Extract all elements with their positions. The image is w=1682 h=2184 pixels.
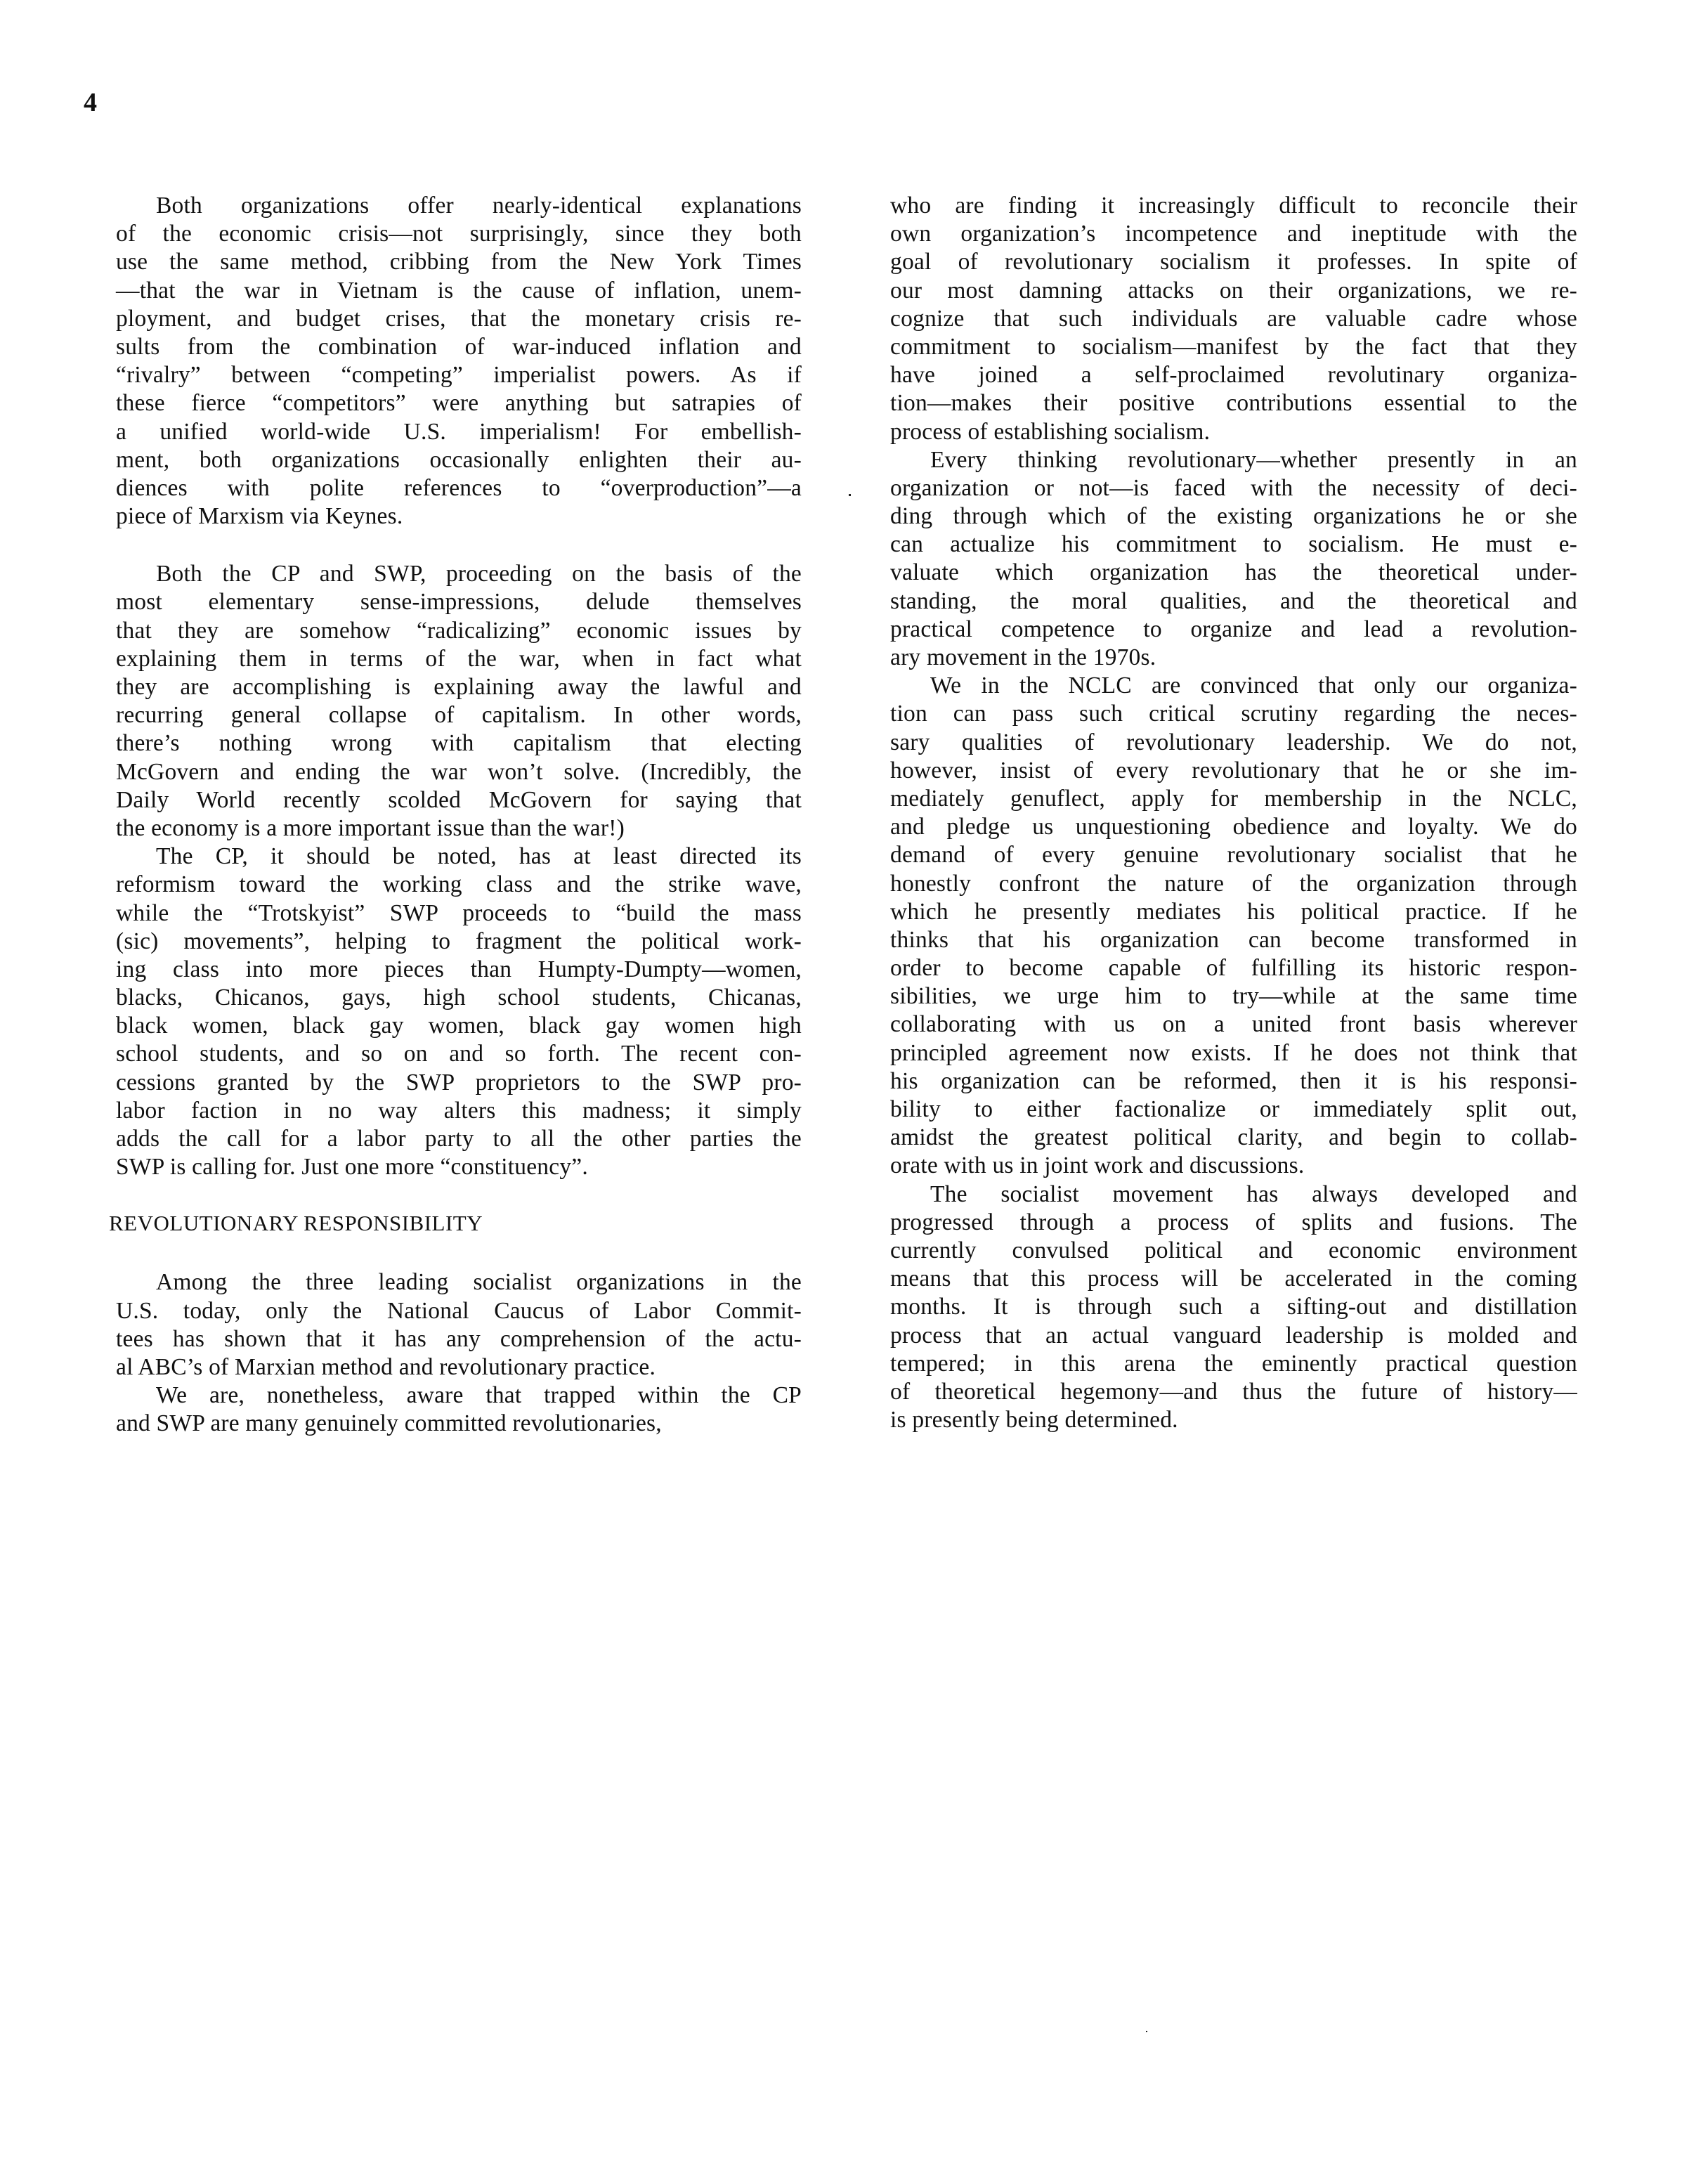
text-line: sary qualities of revolutionary leadership. We do not,	[890, 729, 1577, 755]
text-line: commitment to socialism—manifest by the fact that they	[890, 333, 1577, 360]
text-line: school students, and so on and so forth. The recent con-	[116, 1041, 802, 1067]
scan-speck	[1146, 2031, 1147, 2032]
text-line: there’s nothing wrong with capitalism that electing	[116, 730, 802, 757]
text-line: Among the three leading socialist organizations in the	[156, 1269, 802, 1296]
text-line: process of establishing socialism.	[890, 418, 1211, 445]
text-line: recurring general collapse of capitalism. In other words,	[116, 702, 802, 729]
text-line: blacks, Chicanos, gays, high school students, Chicanas,	[116, 984, 802, 1011]
text-line: The CP, it should be noted, has at least directed its	[156, 843, 802, 870]
text-line: ary movement in the 1970s.	[890, 644, 1156, 670]
page-number: 4	[84, 88, 97, 117]
text-line: order to become capable of fulfilling its historic respon-	[890, 955, 1577, 982]
text-line: diences with polite references to “overproduction”—a	[116, 474, 802, 501]
text-line: bility to either factionalize or immediately split out,	[890, 1096, 1577, 1122]
text-line: months. It is through such a sifting-out and distillation	[890, 1294, 1577, 1320]
text-line: process that an actual vanguard leadership is molded and	[890, 1322, 1577, 1348]
text-line: is presently being determined.	[890, 1407, 1178, 1434]
text-line: sibilities, we urge him to try—while at the same time	[890, 983, 1577, 1010]
text-line: while the “Trotskyist” SWP proceeds to “build the mass	[116, 899, 802, 926]
text-line: however, insist of every revolutionary that he or she im-	[890, 757, 1577, 784]
paragraph-spacer	[116, 1237, 802, 1268]
left-column	[109, 192, 802, 1438]
text-line: own organization’s incompetence and ineptitude with the	[890, 221, 1577, 247]
paragraph-continued	[890, 192, 1577, 446]
text-line: collaborating with us on a united front basis wherever	[890, 1011, 1577, 1038]
text-line: and SWP are many genuinely committed revolutionaries,	[116, 1410, 662, 1437]
paragraph-spacer	[116, 531, 802, 560]
text-line: these fierce “competitors” were anything but satrapies of	[116, 390, 802, 417]
text-line: SWP is calling for. Just one more “constituency”.	[116, 1154, 588, 1181]
text-line: ding through which of the existing organizations he or she	[890, 503, 1577, 530]
right-column	[890, 192, 1577, 1434]
text-line: (sic) movements”, helping to fragment the political work-	[116, 928, 802, 954]
text-line: most elementary sense-impressions, delude themselves	[116, 589, 802, 616]
text-line: tees has shown that it has any comprehension of the actu-	[116, 1325, 802, 1352]
text-line: demand of every genuine revolutionary socialist that he	[890, 842, 1577, 869]
paragraph-cp-reformism	[116, 843, 802, 1181]
text-line: organization or not—is faced with the necessity of deci-	[890, 474, 1577, 501]
text-line: ing class into more pieces than Humpty-Dumpty—women,	[116, 956, 802, 982]
text-line: principled agreement now exists. If he does not think that	[890, 1039, 1577, 1066]
text-line: labor faction in no way alters this madness; it simply	[116, 1097, 802, 1124]
text-line: —that the war in Vietnam is the cause of inflation, unem-	[116, 277, 802, 304]
text-line: “rivalry” between “competing” imperialist powers. As if	[116, 362, 802, 389]
text-line: thinks that his organization can become transformed in	[890, 926, 1577, 953]
text-line: which he presently mediates his political practice. If he	[890, 898, 1577, 925]
text-line: We are, nonetheless, aware that trapped within the CP	[156, 1382, 802, 1409]
text-line: who are finding it increasingly difficult to reconcile their	[890, 193, 1577, 219]
text-line: U.S. today, only the National Caucus of Labor Commit-	[116, 1297, 802, 1324]
section-heading: REVOLUTIONARY RESPONSIBILITY	[109, 1211, 483, 1236]
text-line: use the same method, cribbing from the New York Times	[116, 249, 802, 275]
text-line: goal of revolutionary socialism it professes. In spite of	[890, 249, 1577, 275]
text-line: explaining them in terms of the war, when in fact what	[116, 645, 802, 672]
paragraph-every-thinking	[890, 446, 1577, 672]
text-line: al ABC’s of Marxian method and revolutionary practice.	[116, 1353, 656, 1380]
text-line: piece of Marxism via Keynes.	[116, 503, 403, 530]
text-line: mediately genuflect, apply for membership in the NCLC,	[890, 785, 1577, 812]
text-line: cessions granted by the SWP proprietors to the SWP pro-	[116, 1069, 802, 1096]
text-line: The socialist movement has always developed and	[930, 1181, 1577, 1207]
text-line: reformism toward the working class and the strike wave,	[116, 871, 802, 898]
text-line: our most damning attacks on their organizations, we re-	[890, 277, 1577, 304]
text-line: the economy is a more important issue than the war!)	[116, 814, 625, 841]
text-line: can actualize his commitment to socialism. He must e-	[890, 531, 1577, 558]
text-line: practical competence to organize and lead a revolution-	[890, 616, 1577, 642]
text-line: have joined a self-proclaimed revolutinary organiza-	[890, 362, 1577, 389]
text-line: progressed through a process of splits and fusions. The	[890, 1209, 1577, 1235]
text-line: they are accomplishing is explaining away the lawful and	[116, 674, 802, 700]
text-line: adds the call for a labor party to all the other parties the	[116, 1126, 802, 1152]
text-line: cognize that such individuals are valuable cadre whose	[890, 305, 1577, 332]
text-line: sults from the combination of war-induced inflation and	[116, 333, 802, 360]
text-line: Both the CP and SWP, proceeding on the basis of the	[156, 561, 802, 587]
text-line: Both organizations offer nearly-identical explanations	[156, 193, 802, 219]
scan-speck	[849, 494, 851, 496]
text-line: honestly confront the nature of the organization through	[890, 870, 1577, 897]
text-line: valuate which organization has the theoretical under-	[890, 559, 1577, 586]
text-line: a unified world-wide U.S. imperialism! For embellish-	[116, 418, 802, 445]
paragraph-spacer	[116, 1181, 802, 1209]
text-line: that they are somehow “radicalizing” economic issues by	[116, 617, 802, 644]
text-line: orate with us in joint work and discussions.	[890, 1152, 1305, 1179]
paragraph-socialist-movement	[890, 1181, 1577, 1435]
text-line: means that this process will be accelerated in the coming	[890, 1266, 1577, 1292]
text-line: We in the NCLC are convinced that only our organiza-	[930, 672, 1577, 699]
text-line: tion—makes their positive contributions essential to the	[890, 390, 1577, 417]
text-line: ployment, and budget crises, that the monetary crisis re-	[116, 305, 802, 332]
text-line: Daily World recently scolded McGovern for saying that	[116, 786, 802, 813]
text-line: standing, the moral qualities, and the theoretical and	[890, 587, 1577, 614]
text-line: and pledge us unquestioning obedience and loyalty. We do	[890, 814, 1577, 840]
text-line: McGovern and ending the war won’t solve. (Incredibly, the	[116, 758, 802, 785]
text-line: amidst the greatest political clarity, and begin to collab-	[890, 1124, 1577, 1151]
text-line: black women, black gay women, black gay women high	[116, 1013, 802, 1039]
paragraph-economic-crisis	[116, 192, 802, 531]
paragraph-cp-swp	[116, 560, 802, 843]
text-line: currently convulsed political and economic environment	[890, 1237, 1577, 1263]
text-line: of theoretical hegemony—and thus the future of history—	[890, 1378, 1577, 1405]
paragraph-among-three	[116, 1268, 802, 1382]
paragraph-we-are-aware	[116, 1382, 802, 1438]
text-line: ment, both organizations occasionally enlighten their au-	[116, 446, 802, 473]
text-line: tion can pass such critical scrutiny regarding the neces-	[890, 701, 1577, 727]
text-line: his organization can be reformed, then it is his responsi-	[890, 1067, 1577, 1094]
text-line: Every thinking revolutionary—whether presently in an	[930, 446, 1577, 473]
text-line: of the economic crisis—not surprisingly, since they both	[116, 221, 802, 247]
text-line: tempered; in this arena the eminently practical question	[890, 1350, 1577, 1377]
paragraph-nclc-convinced	[890, 672, 1577, 1180]
